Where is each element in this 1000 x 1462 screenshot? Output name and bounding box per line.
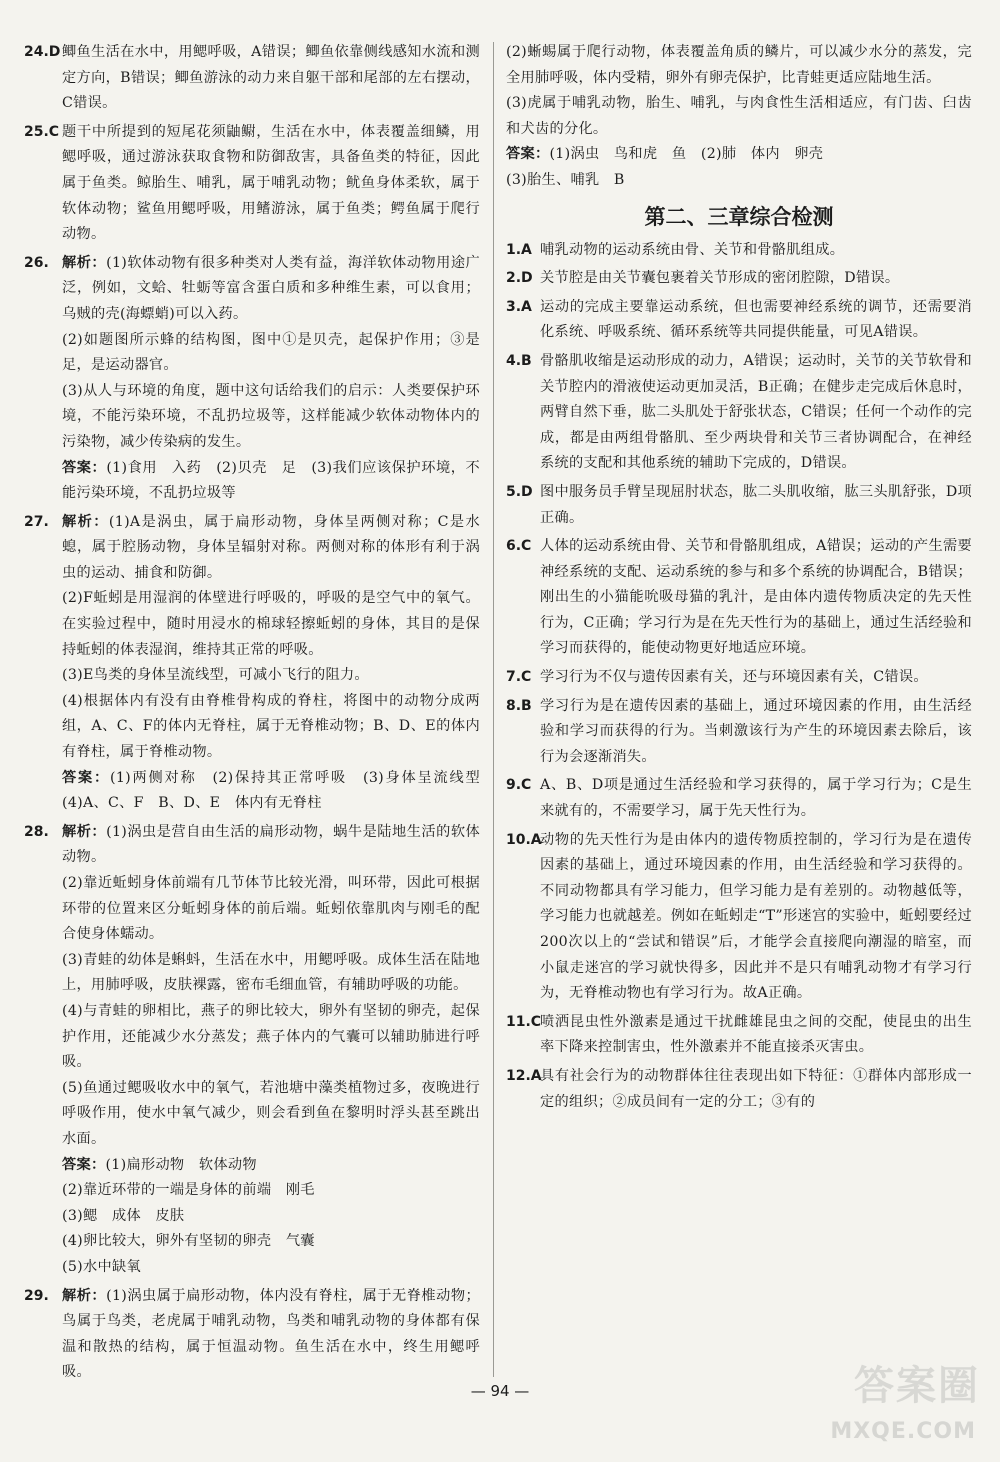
explanation-text: (1)涡虫属于扁形动物，体内没有脊柱，属于无脊椎动物；鸟属于鸟类，老虎属于哺乳动物，鸟类和哺乳动物的身体都有保温和散热的结构，属于恒温动物。鱼生活在水中，终生用鳃呼吸。 — [62, 1287, 481, 1381]
answer-body — [540, 534, 972, 662]
answer-body — [62, 820, 480, 1281]
explanation-text: A、B、D项是通过生活经验和学习获得的，属于学习行为；C是生来就有的，不需要学习，属于先天性行为。 — [540, 777, 972, 820]
explanation-text: (2)靠近蚯蚓身体前端有几节体节比较光滑，叫环带，因此可根据环带的位置来区分蚯蚓身体的前后端。蚯蚓依靠肌肉与刚毛的配合使身体蠕动。 — [62, 875, 480, 943]
watermark-url: MXQE.COM — [830, 1419, 976, 1444]
question-number: 28. — [24, 823, 49, 840]
explanation-paragraph — [540, 295, 972, 346]
answer-body — [540, 828, 972, 1007]
answer-item — [506, 295, 972, 346]
answer-item — [506, 1010, 972, 1061]
question-number: 3.A — [506, 298, 532, 315]
answer-item — [506, 828, 972, 1007]
question-number: 7.C — [506, 669, 532, 686]
watermark-logo: 答案圈 — [854, 1363, 980, 1409]
explanation-text: 具有社会行为的动物群体往往表现出如下特征：①群体内部形成一定的组织；②成员间有一定的分工；③有的 — [540, 1067, 972, 1110]
explanation-text: (1)软体动物有很多种类对人类有益，海洋软体动物用途广泛，例如，文蛤、牡蛎等富含蛋白质和多种维生素，可以食用；乌贼的壳(海螵蛸)可以入药。 — [62, 254, 481, 322]
explanation-paragraph — [62, 689, 480, 766]
question-number: 10.A — [506, 831, 542, 848]
question-number: 24.D — [24, 44, 61, 60]
explanation-text: (4)与青蛙的卵相比，燕子的卵比较大，卵外有坚韧的卵壳，起保护作用，还能减少水分蒸发；燕子体内的气囊可以辅助肺进行呼吸。 — [62, 1002, 480, 1071]
answer-item — [506, 266, 972, 292]
explanation-paragraph — [540, 534, 972, 662]
explanation-text: (2)F蚯蚓是用湿润的体壁进行呼吸的，呼吸的是空气中的氧气。在实验过程中，随时用浸水的棉球轻擦蚯蚓的身体，其目的是保持蚯蚓的体表湿润，维持其正常的呼吸。 — [62, 590, 480, 658]
explanation-text: 鲫鱼生活在水中，用鳃呼吸，A错误；鲫鱼依靠侧线感知水流和测定方向，B错误；鲫鱼游泳的动力来自躯干部和尾部的左右摆动，C错误。 — [62, 44, 480, 112]
answer-text: (4)卵比较大，卵外有坚韧的卵壳 气囊 — [62, 1233, 315, 1250]
explanation-text: 人体的运动系统由骨、关节和骨骼肌组成，A错误；运动的产生需要神经系统的支配、运动系统的参与和多个系统的协调配合，B错误；刚出生的小猫能吮吸母猫的乳汁，是由体内遗传物质决定的先天性行为，C正确；学习行为是在先天性行为的基础上，通过生活经验和学习而获得的，能使动物更好地适应环境。 — [540, 538, 972, 657]
answer-item — [506, 480, 972, 531]
explanation-paragraph — [540, 480, 972, 531]
explanation-paragraph — [62, 120, 480, 248]
answer-label: 答案： — [62, 459, 107, 476]
answer-text: (5)水中缺氧 — [62, 1258, 141, 1275]
explanation-paragraph — [540, 238, 972, 264]
explanation-paragraph — [540, 1010, 972, 1061]
explanation-text: 喷洒昆虫性外激素是通过干扰雌雄昆虫之间的交配，使昆虫的出生率下降来控制害虫，性外激素并不能直接杀灭害虫。 — [540, 1013, 972, 1056]
explanation-paragraph — [62, 586, 480, 663]
answer-item — [24, 820, 480, 1281]
explanation-text: (1)A是涡虫，属于扁形动物，身体呈两侧对称；C是水螅，属于腔肠动物，身体呈辐射对称。两侧对称的体形有利于涡虫的运动、捕食和防御。 — [62, 513, 481, 581]
answer-item — [24, 510, 495, 817]
answer-item — [24, 40, 480, 117]
explanation-paragraph — [62, 510, 480, 587]
question-number: 11.C — [506, 1013, 542, 1030]
question-number: 4.B — [506, 352, 532, 369]
answer-item — [506, 665, 972, 691]
answer-line — [506, 168, 972, 194]
answer-text: (1)涡虫 鸟和虎 鱼 (2)肺 体内 卵壳 — [549, 146, 824, 163]
answer-text: (1)食用 入药 (2)贝壳 足 (3)我们应该保护环境，不能污染环境，不乱扔垃圾等 — [62, 459, 480, 502]
question-number: 9.C — [506, 777, 532, 794]
explanation-paragraph — [62, 251, 480, 328]
explanation-text: 题干中所提到的短尾花须鼬鳚，生活在水中，体表覆盖细鳞，用鳃呼吸，通过游泳获取食物和防御敌害，具备鱼类的特征，因此属于鱼类。鲸胎生、哺乳，属于哺乳动物；鱿鱼身体柔软，属于软体动物；鲨鱼用鳃呼吸，用鳍游泳，属于鱼类；鳄鱼属于爬行动物。 — [62, 123, 480, 243]
answer-line — [62, 1229, 480, 1255]
right-column — [506, 40, 972, 1118]
explanation-paragraph — [62, 40, 480, 117]
left-column — [24, 40, 495, 1389]
answer-item — [24, 1284, 480, 1386]
explanation-text: 运动的完成主要靠运动系统，但也需要神经系统的调节，还需要消化系统、呼吸系统、循环系统等共同提供能量，可见A错误。 — [540, 298, 972, 341]
answer-label: 答案： — [506, 146, 550, 163]
answer-list — [506, 238, 972, 1116]
explanation-paragraph — [62, 820, 480, 871]
explanation-paragraph: (2)蜥蜴属于爬行动物，体表覆盖角质的鳞片，可以减少水分的蒸发，完全用肺呼吸，体内受精，卵外有卵壳保护，比青蛙更适应陆地生活。 — [506, 44, 972, 86]
explanation-text: 骨骼肌收缩是运动形成的动力，A错误；运动时，关节的关节软骨和关节腔内的滑液使运动更加灵活，B正确；在健步走完成后休息时，两臂自然下垂，肱二头肌处于舒张状态，C错误；任何一个动作的完成，都是由两组骨骼肌、至少两块骨和关节三者协调配合，在神经系统的支配和其他系统的辅助下完成的，D错误。 — [540, 352, 972, 472]
question-number: 1.A — [506, 241, 532, 258]
question-number: 27. — [24, 513, 49, 530]
answer-body — [540, 694, 972, 771]
analysis-label: 解析： — [62, 254, 107, 271]
question-number: 5.D — [506, 483, 533, 500]
answer-body — [540, 266, 972, 292]
question-number: 29. — [24, 1287, 49, 1304]
explanation-paragraph — [540, 694, 972, 771]
answer-item — [506, 349, 972, 477]
answer-body — [540, 480, 972, 531]
answer-body — [62, 251, 480, 507]
explanation-text: 动物的先天性行为是由体内的遗传物质控制的，学习行为是在遗传因素的基础上，通过环境因素的作用，由生活经验和学习获得的。不同动物都具有学习能力，但学习能力是有差别的。动物越低等，学习能力也就越差。例如在蚯蚓走“T”形迷宫的实验中，蚯蚓要经过200次以上的“尝试和错误”后，才能学会直接爬向潮湿的暗室，而小鼠走迷宫的学习就快得多，因此并不是只有哺乳动物才有学习行为，无脊椎动物也有学习行为。故A正确。 — [540, 831, 972, 1002]
answer-line — [62, 456, 480, 507]
question-number: 25.C — [24, 123, 60, 140]
answer-body — [62, 120, 480, 248]
answer-body — [540, 238, 972, 264]
answer-line — [62, 1178, 480, 1204]
explanation-text: (2)如题图所示蜂的结构图，图中①是贝壳，起保护作用；③是足，是运动器官。 — [62, 331, 480, 374]
explanation-text: 关节腔是由关节囊包裹着关节形成的密闭腔隙，D错误。 — [540, 270, 900, 287]
answer-label: 答案： — [62, 1156, 106, 1173]
explanation-paragraph — [540, 266, 972, 292]
answer-line — [62, 1255, 480, 1281]
explanation-text: (3)E鸟类的身体呈流线型，可减小飞行的阻力。 — [62, 667, 369, 684]
explanation-paragraph — [540, 349, 972, 477]
answer-item — [24, 120, 480, 248]
answer-line — [62, 766, 495, 817]
question-number: 6.C — [506, 538, 532, 555]
page-number: — 94 — — [470, 1382, 530, 1400]
analysis-label: 解析： — [62, 1287, 107, 1304]
explanation-paragraph — [62, 1284, 480, 1386]
question-number: 2.D — [506, 270, 533, 287]
answer-text: (2)靠近环带的一端是身体的前端 刚毛 — [62, 1182, 315, 1199]
answer-line — [62, 1153, 480, 1179]
column-divider — [493, 42, 494, 1377]
answer-item — [506, 534, 972, 662]
answer-body — [62, 1284, 480, 1386]
explanation-text: (1)涡虫是营自由生活的扁形动物，蜗牛是陆地生活的软体动物。 — [62, 823, 481, 866]
answer-label: 答案： — [62, 769, 110, 786]
explanation-text: 哺乳动物的运动系统由骨、关节和骨骼肌组成。 — [540, 241, 845, 258]
answer-line — [506, 142, 972, 168]
answer-text: (1)两侧对称 (2)保持其正常呼吸 (3)身体呈流线型 (4)A、C、F B、D、E 体内有无脊柱 — [62, 769, 495, 812]
explanation-paragraph — [62, 948, 480, 999]
answer-item — [506, 1064, 972, 1115]
explanation-text: (4)根据体内有没有由脊椎骨构成的脊柱，将图中的动物分成两组，A、C、F的体内无脊柱，属于无脊椎动物；B、D、E的体内有脊柱，属于脊椎动物。 — [62, 692, 480, 761]
question-number: 26. — [24, 254, 49, 271]
explanation-paragraph — [62, 1076, 480, 1153]
analysis-label: 解析： — [62, 823, 107, 840]
analysis-label: 解析： — [62, 513, 109, 530]
explanation-paragraph — [540, 828, 972, 1007]
answer-body — [540, 1064, 972, 1115]
answer-text: (1)扁形动物 软体动物 — [105, 1156, 257, 1173]
explanation-paragraph — [62, 999, 480, 1076]
explanation-paragraph — [540, 665, 972, 691]
answer-body — [540, 773, 972, 824]
answer-body — [540, 1010, 972, 1061]
question-number: 12.A — [506, 1067, 542, 1084]
explanation-paragraph — [62, 379, 480, 456]
explanation-text: 学习行为不仅与遗传因素有关，还与环境因素有关，C错误。 — [540, 669, 928, 686]
question-number: 8.B — [506, 697, 532, 714]
answer-item — [24, 251, 480, 507]
answer-body — [62, 510, 495, 817]
answer-body — [540, 295, 972, 346]
answer-text: (3)鳃 成体 皮肤 — [62, 1207, 185, 1224]
explanation-text: (3)从人与环境的角度，题中这句话给我们的启示：人类要保护环境，不能污染环境，不乱扔垃圾等，这样能减少软体动物体内的污染物，减少传染病的发生。 — [62, 382, 480, 450]
answer-body — [540, 665, 972, 691]
section-title: 第二、三章综合检测 — [644, 204, 834, 229]
explanation-paragraph — [540, 773, 972, 824]
explanation-paragraph: (3)虎属于哺乳动物，胎生、哺乳，与肉食性生活相适应，有门齿、臼齿和犬齿的分化。 — [506, 95, 972, 137]
explanation-text: (3)青蛙的幼体是蝌蚪，生活在水中，用鳃呼吸。成体生活在陆地上，用肺呼吸，皮肤裸露，密布毛细血管，有辅助呼吸的功能。 — [62, 951, 480, 994]
explanation-paragraph — [62, 871, 480, 948]
explanation-paragraph — [62, 663, 480, 689]
answer-item — [506, 238, 972, 264]
answer-body — [540, 349, 972, 477]
explanation-text: 图中服务员手臂呈现屈肘状态，肱二头肌收缩，肱三头肌舒张，D项正确。 — [540, 483, 972, 526]
answer-line — [62, 1204, 480, 1230]
explanation-text: 学习行为是在遗传因素的基础上，通过环境因素的作用，由生活经验和学习而获得的行为。当刺激该行为产生的环境因素去除后，该行为会逐渐消失。 — [540, 697, 972, 765]
explanation-text: (5)鱼通过鳃吸收水中的氧气，若池塘中藻类植物过多，夜晚进行呼吸作用，使水中氧气减少，则会看到鱼在黎明时浮头甚至跳出水面。 — [62, 1079, 480, 1147]
continued-answer-29 — [506, 40, 972, 194]
answer-item — [506, 773, 972, 824]
answer-body — [62, 40, 480, 117]
answer-text: (3)胎生、哺乳 B — [506, 171, 625, 188]
explanation-paragraph — [540, 1064, 972, 1115]
answer-item — [506, 694, 972, 771]
watermark — [820, 1354, 980, 1444]
explanation-paragraph — [62, 328, 480, 379]
